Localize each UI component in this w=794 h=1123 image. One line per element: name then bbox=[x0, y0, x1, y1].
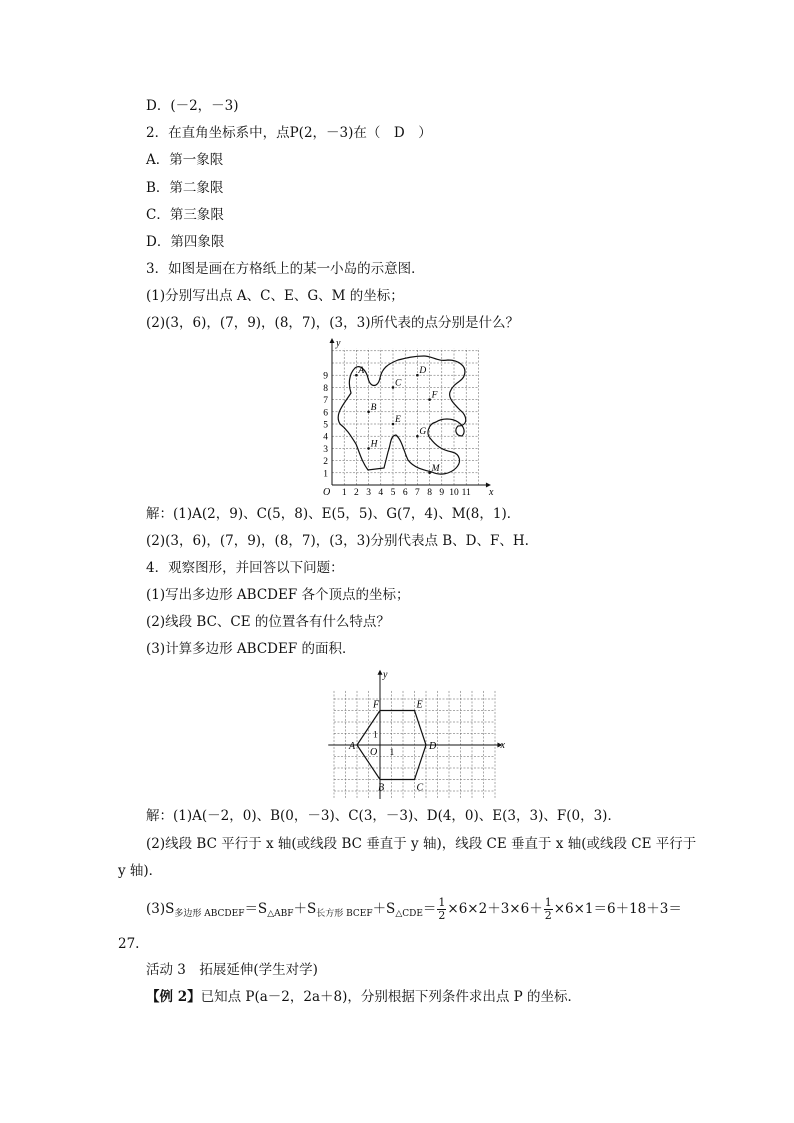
y-tick-label: 2 bbox=[323, 457, 328, 468]
calc-term-1: ×6×2＋3×6＋ bbox=[447, 901, 543, 917]
x-tick-label: 4 bbox=[378, 488, 384, 498]
island-outline bbox=[338, 356, 466, 474]
unit-x-label: 1 bbox=[389, 748, 395, 758]
x-tick-label: 1 bbox=[341, 488, 347, 498]
q2-option-d: D．第四象限 bbox=[146, 234, 225, 250]
point-label-a: A bbox=[358, 366, 365, 377]
point-label-h: H bbox=[370, 439, 378, 450]
point-f bbox=[428, 398, 431, 401]
x-tick-label: 9 bbox=[439, 488, 445, 498]
plus-s: ＋S bbox=[293, 901, 317, 917]
solution-3-part-1: 解：(1)A(2，9)、C(5，8)、E(5，5)、G(7，4)、M(8，1)． bbox=[146, 506, 521, 522]
y-tick-label: 7 bbox=[323, 396, 328, 407]
x-axis-label: x bbox=[488, 487, 494, 498]
point-e bbox=[392, 423, 395, 426]
point-m bbox=[428, 472, 431, 475]
example-2-text: 已知点 P(a－2，2a＋8)，分别根据下列条件求出点 P 的坐标． bbox=[200, 989, 582, 1005]
x-tick-label: 2 bbox=[354, 488, 359, 498]
equals-s: ＝S bbox=[244, 901, 268, 917]
island-grid-figure bbox=[318, 338, 504, 498]
point-c bbox=[392, 386, 395, 389]
q2-option-a: A．第一象限 bbox=[146, 152, 224, 168]
solution-4-part-1: 解：(1)A(－2，0)、B(0，－3)、C(3，－3)、D(4，0)、E(3，3)、F(0，3)． bbox=[146, 808, 621, 824]
y-tick-label: 4 bbox=[323, 432, 328, 443]
point-label-m: M bbox=[431, 463, 440, 474]
fraction-one-half: $\frac{1}{2}$ bbox=[544, 896, 552, 922]
solution-4-part-2b: y 轴)． bbox=[118, 863, 163, 879]
y-tick-label: 1 bbox=[323, 469, 328, 480]
area-symbol: (3)S bbox=[146, 901, 175, 917]
subscript-polygon: 多边形 ABCDEF bbox=[174, 909, 245, 919]
vertex-label-e: E bbox=[416, 699, 423, 711]
question-2: 2．在直角坐标系中，点P(2，－3)在（ D ） bbox=[146, 125, 432, 141]
activity-3-heading: 活动 3 拓展延伸(学生对学) bbox=[146, 962, 318, 978]
x-axis-label: x bbox=[500, 740, 505, 751]
question-3-part-1: (1)分别写出点 A、C、E、G、M 的坐标； bbox=[146, 288, 404, 304]
example-2 bbox=[146, 989, 581, 1005]
point-label-g: G bbox=[419, 427, 427, 438]
solution-4-part-3 bbox=[146, 894, 682, 924]
y-axis-label: y bbox=[336, 338, 341, 349]
vertex-label-f: F bbox=[373, 699, 380, 711]
equals-sign: ＝ bbox=[422, 901, 437, 917]
point-label-b: B bbox=[370, 402, 377, 413]
point-b bbox=[367, 411, 370, 414]
subscript-rectangle: 长方形 BCEF bbox=[316, 909, 373, 919]
unit-y-label: 1 bbox=[373, 730, 378, 741]
fraction-one-half: $\frac{1}{2}$ bbox=[438, 896, 446, 922]
option-d-previous: D．(－2，－3) bbox=[146, 98, 239, 114]
example-2-tag: 【例 2】 bbox=[146, 989, 201, 1005]
y-tick-label: 5 bbox=[323, 420, 328, 431]
question-3: 3．如图是画在方格纸上的某一小岛的示意图． bbox=[146, 261, 425, 277]
question-3-part-2: (2)(3，6)，(7，9)，(8，7)，(3，3)所代表的点分别是什么？ bbox=[146, 315, 519, 331]
axes bbox=[330, 338, 491, 488]
y-tick-label: 8 bbox=[323, 383, 328, 394]
q2-option-b: B．第二象限 bbox=[146, 180, 224, 196]
y-tick-label: 3 bbox=[323, 444, 328, 455]
solution-3-part-2: (2)(3，6)，(7，9)，(8，7)，(3，3)分别代表点 B、D、F、H. bbox=[146, 533, 529, 549]
y-tick-label: 9 bbox=[323, 371, 328, 382]
question-4-part-1: (1)写出多边形 ABCDEF 各个顶点的坐标； bbox=[146, 587, 410, 603]
island-points bbox=[355, 366, 441, 474]
y-axis-arrow bbox=[330, 338, 335, 343]
subscript-triangle-cde: △CDE bbox=[395, 909, 423, 919]
point-label-f: F bbox=[431, 390, 438, 401]
vertex-label-b: B bbox=[378, 782, 385, 794]
vertex-label-c: C bbox=[416, 782, 424, 794]
question-4: 4．观察图形，并回答以下问题： bbox=[146, 560, 344, 576]
point-label-d: D bbox=[419, 366, 427, 377]
x-tick-label: 11 bbox=[461, 488, 471, 498]
origin-label: O bbox=[370, 747, 378, 758]
polygon-grid-figure bbox=[312, 664, 504, 802]
y-axis-arrow bbox=[378, 670, 383, 675]
point-d bbox=[416, 374, 419, 377]
subscript-triangle-abf: △ABF bbox=[267, 909, 294, 919]
tick-labels bbox=[323, 338, 494, 498]
x-tick-label: 10 bbox=[449, 488, 459, 498]
point-label-e: E bbox=[395, 415, 401, 425]
grid-lines bbox=[334, 691, 495, 798]
origin-label: O bbox=[323, 487, 331, 498]
point-g bbox=[416, 435, 419, 438]
solution-4-result: 27. bbox=[118, 936, 140, 952]
question-4-part-3: (3)计算多边形 ABCDEF 的面积． bbox=[146, 641, 356, 657]
vertex-label-a: A bbox=[349, 741, 356, 752]
x-tick-label: 3 bbox=[366, 488, 371, 498]
calc-term-2: ×6×1＝6＋18＋3＝ bbox=[553, 901, 682, 917]
solution-4-part-2a: (2)线段 BC 平行于 x 轴(或线段 BC 垂直于 y 轴)，线段 CE 垂直于 x 轴(或线段 CE 平行于 bbox=[146, 836, 697, 852]
x-tick-label: 7 bbox=[415, 488, 420, 498]
point-a bbox=[355, 374, 358, 377]
point-h bbox=[367, 447, 370, 450]
plus-s: ＋S bbox=[372, 901, 396, 917]
y-tick-label: 6 bbox=[323, 408, 328, 419]
point-label-c: C bbox=[395, 378, 402, 389]
y-axis-label: y bbox=[383, 669, 388, 681]
x-tick-label: 6 bbox=[402, 488, 408, 498]
vertex-label-d: D bbox=[429, 741, 437, 752]
question-4-part-2: (2)线段 BC、CE 的位置各有什么特点？ bbox=[146, 614, 390, 630]
x-tick-label: 8 bbox=[427, 488, 432, 498]
q2-option-c: C．第三象限 bbox=[146, 207, 224, 223]
x-tick-label: 5 bbox=[390, 488, 396, 498]
